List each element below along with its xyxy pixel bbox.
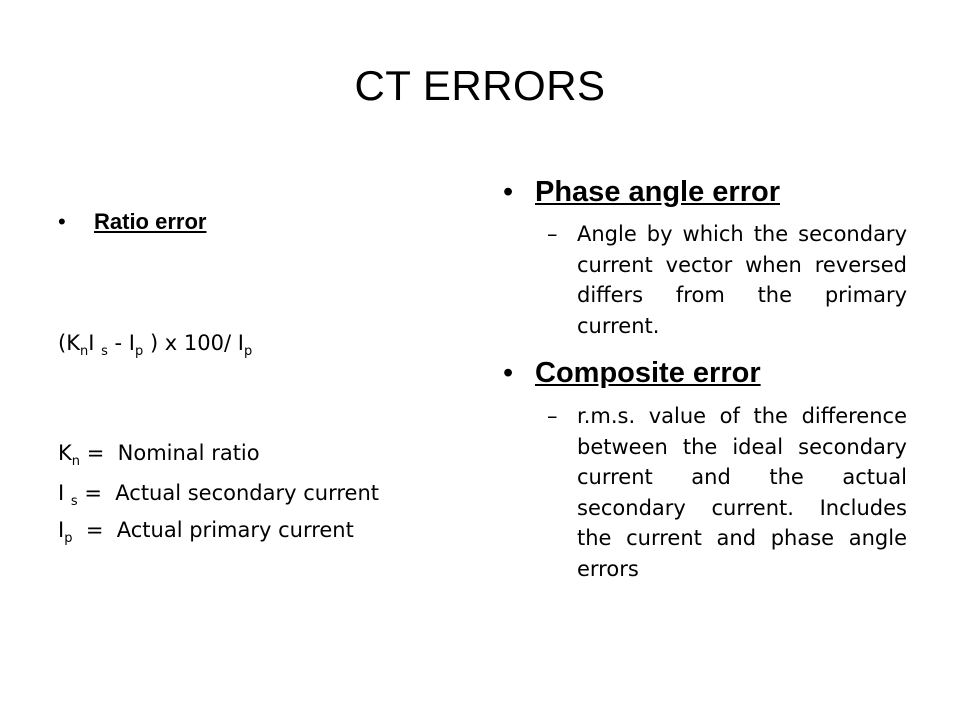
definition-ip: $I_p$ = Actual primary current xyxy=(58,518,354,546)
bullet-icon: • xyxy=(503,357,514,389)
ratio-error-heading xyxy=(58,209,206,235)
bullet-icon: • xyxy=(503,176,514,208)
composite-error-detail: – r.m.s. value of the difference between the ideal secondary current and the actual secondary current. Includes the current and phase angle errors xyxy=(547,401,907,584)
bullet-icon: • xyxy=(58,209,66,234)
ratio-error-formula: ($K_nI$ $_s - I_p$ ) x 100/ $I_p$ xyxy=(58,331,253,359)
dash-icon: – xyxy=(547,222,558,246)
dash-icon: – xyxy=(547,404,558,428)
definition-is: I $_s$ = Actual secondary current xyxy=(58,481,379,509)
phase-angle-error-detail: – Angle by which the secondary current vector when reversed differs from the primary current. xyxy=(547,219,907,341)
slide-title: CT ERRORS xyxy=(354,62,606,109)
definition-kn: $K_n$ = Nominal ratio xyxy=(58,441,260,469)
phase-angle-error-heading: • Phase angle error xyxy=(503,176,780,208)
composite-error-heading: • Composite error xyxy=(503,357,761,389)
ratio-error-label: Ratio error xyxy=(94,209,207,234)
